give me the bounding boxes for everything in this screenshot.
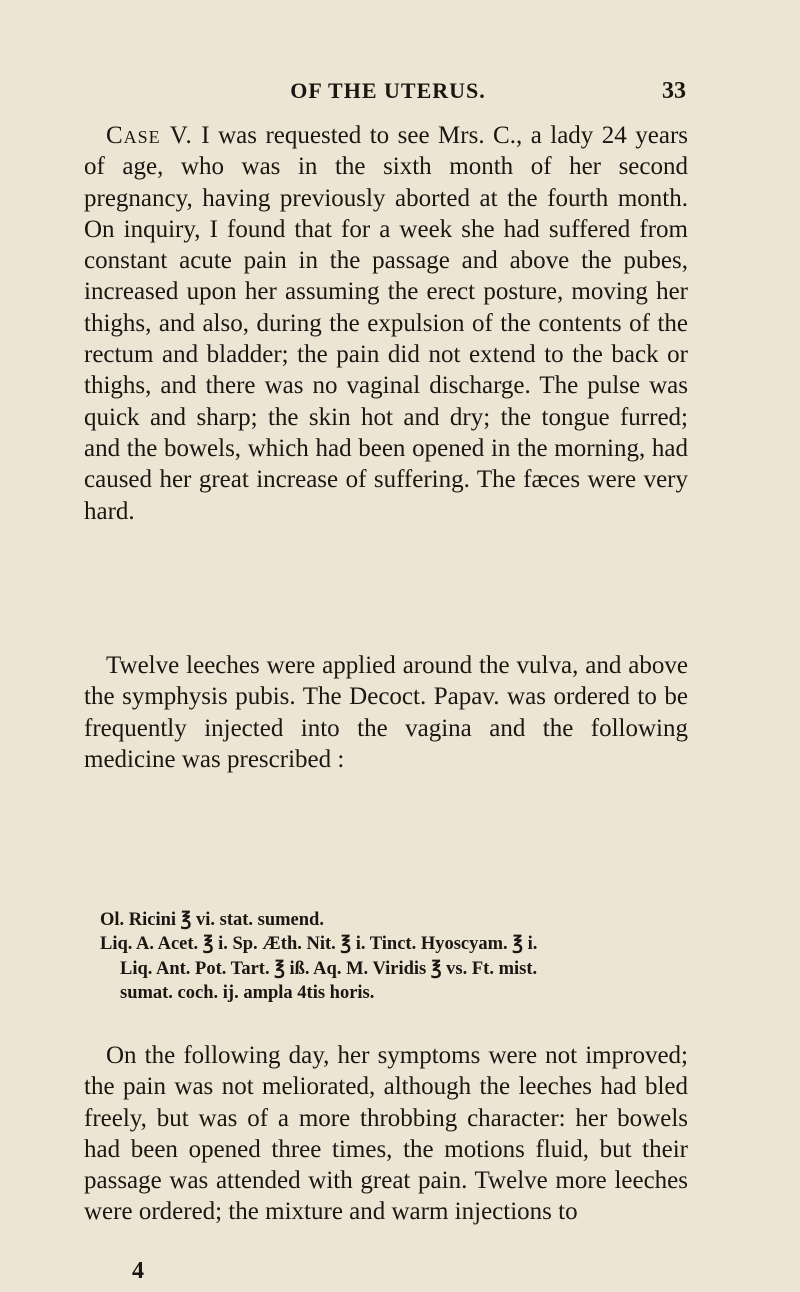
prescription-line: sumat. coch. ij. ampla 4tis horis. (120, 982, 375, 1003)
running-head (90, 78, 686, 108)
running-title: OF THE UTERUS. (290, 78, 486, 103)
case-heading: Case V. (106, 122, 193, 149)
treatment-text: Twelve leeches were applied around the vulva, and above the symphysis pubis. The Decoct. Papav. was ordered to be frequently injected into the vagina and the following medicine was prescribed : (84, 652, 688, 773)
following-day-paragraph (84, 1040, 688, 1228)
signature-mark: 4 (132, 1258, 144, 1284)
case-paragraph (84, 120, 688, 527)
prescription-line: Liq. A. Acet. ℥ i. Sp. Æth. Nit. ℥ i. Tinct. Hyoscyam. ℥ i. (100, 934, 538, 955)
prescription-block (100, 908, 690, 1005)
page-number: 33 (662, 78, 686, 104)
prescription-line: Ol. Ricini ℥ vi. stat. sumend. (100, 910, 324, 930)
case-text: I was requested to see Mrs. C., a lady 24 years of age, who was in the sixth month of her second pregnancy, having previously aborted at the fourth month. On inquiry, I found that for a week she had suffered from constant acute pain in the passage and above the pubes, increased upon her assuming the erect posture, moving her thighs, and also, during the expulsion of the contents of the rectum and bladder; the pain did not extend to the back or thighs, and there was no vaginal discharge. The pulse was quick and sharp; the skin hot and dry; the tongue furred; and the bowels, which had been opened in the morning, had caused her great increase of suffering. The fæces were very hard. (84, 122, 689, 525)
following-day-text: On the following day, her symptoms were not improved; the pain was not meliorated, although the leeches had bled freely, but was of a more throbbing character: her bowels had been opened three times, the motions fluid, but their passage was attended with great pain. Twelve more leeches were ordered; the mixture and warm injections to (84, 1042, 688, 1226)
treatment-paragraph (84, 650, 688, 775)
prescription-line: Liq. Ant. Pot. Tart. ℥ iß. Aq. M. Viridis ℥ vs. Ft. mist. (120, 958, 538, 979)
